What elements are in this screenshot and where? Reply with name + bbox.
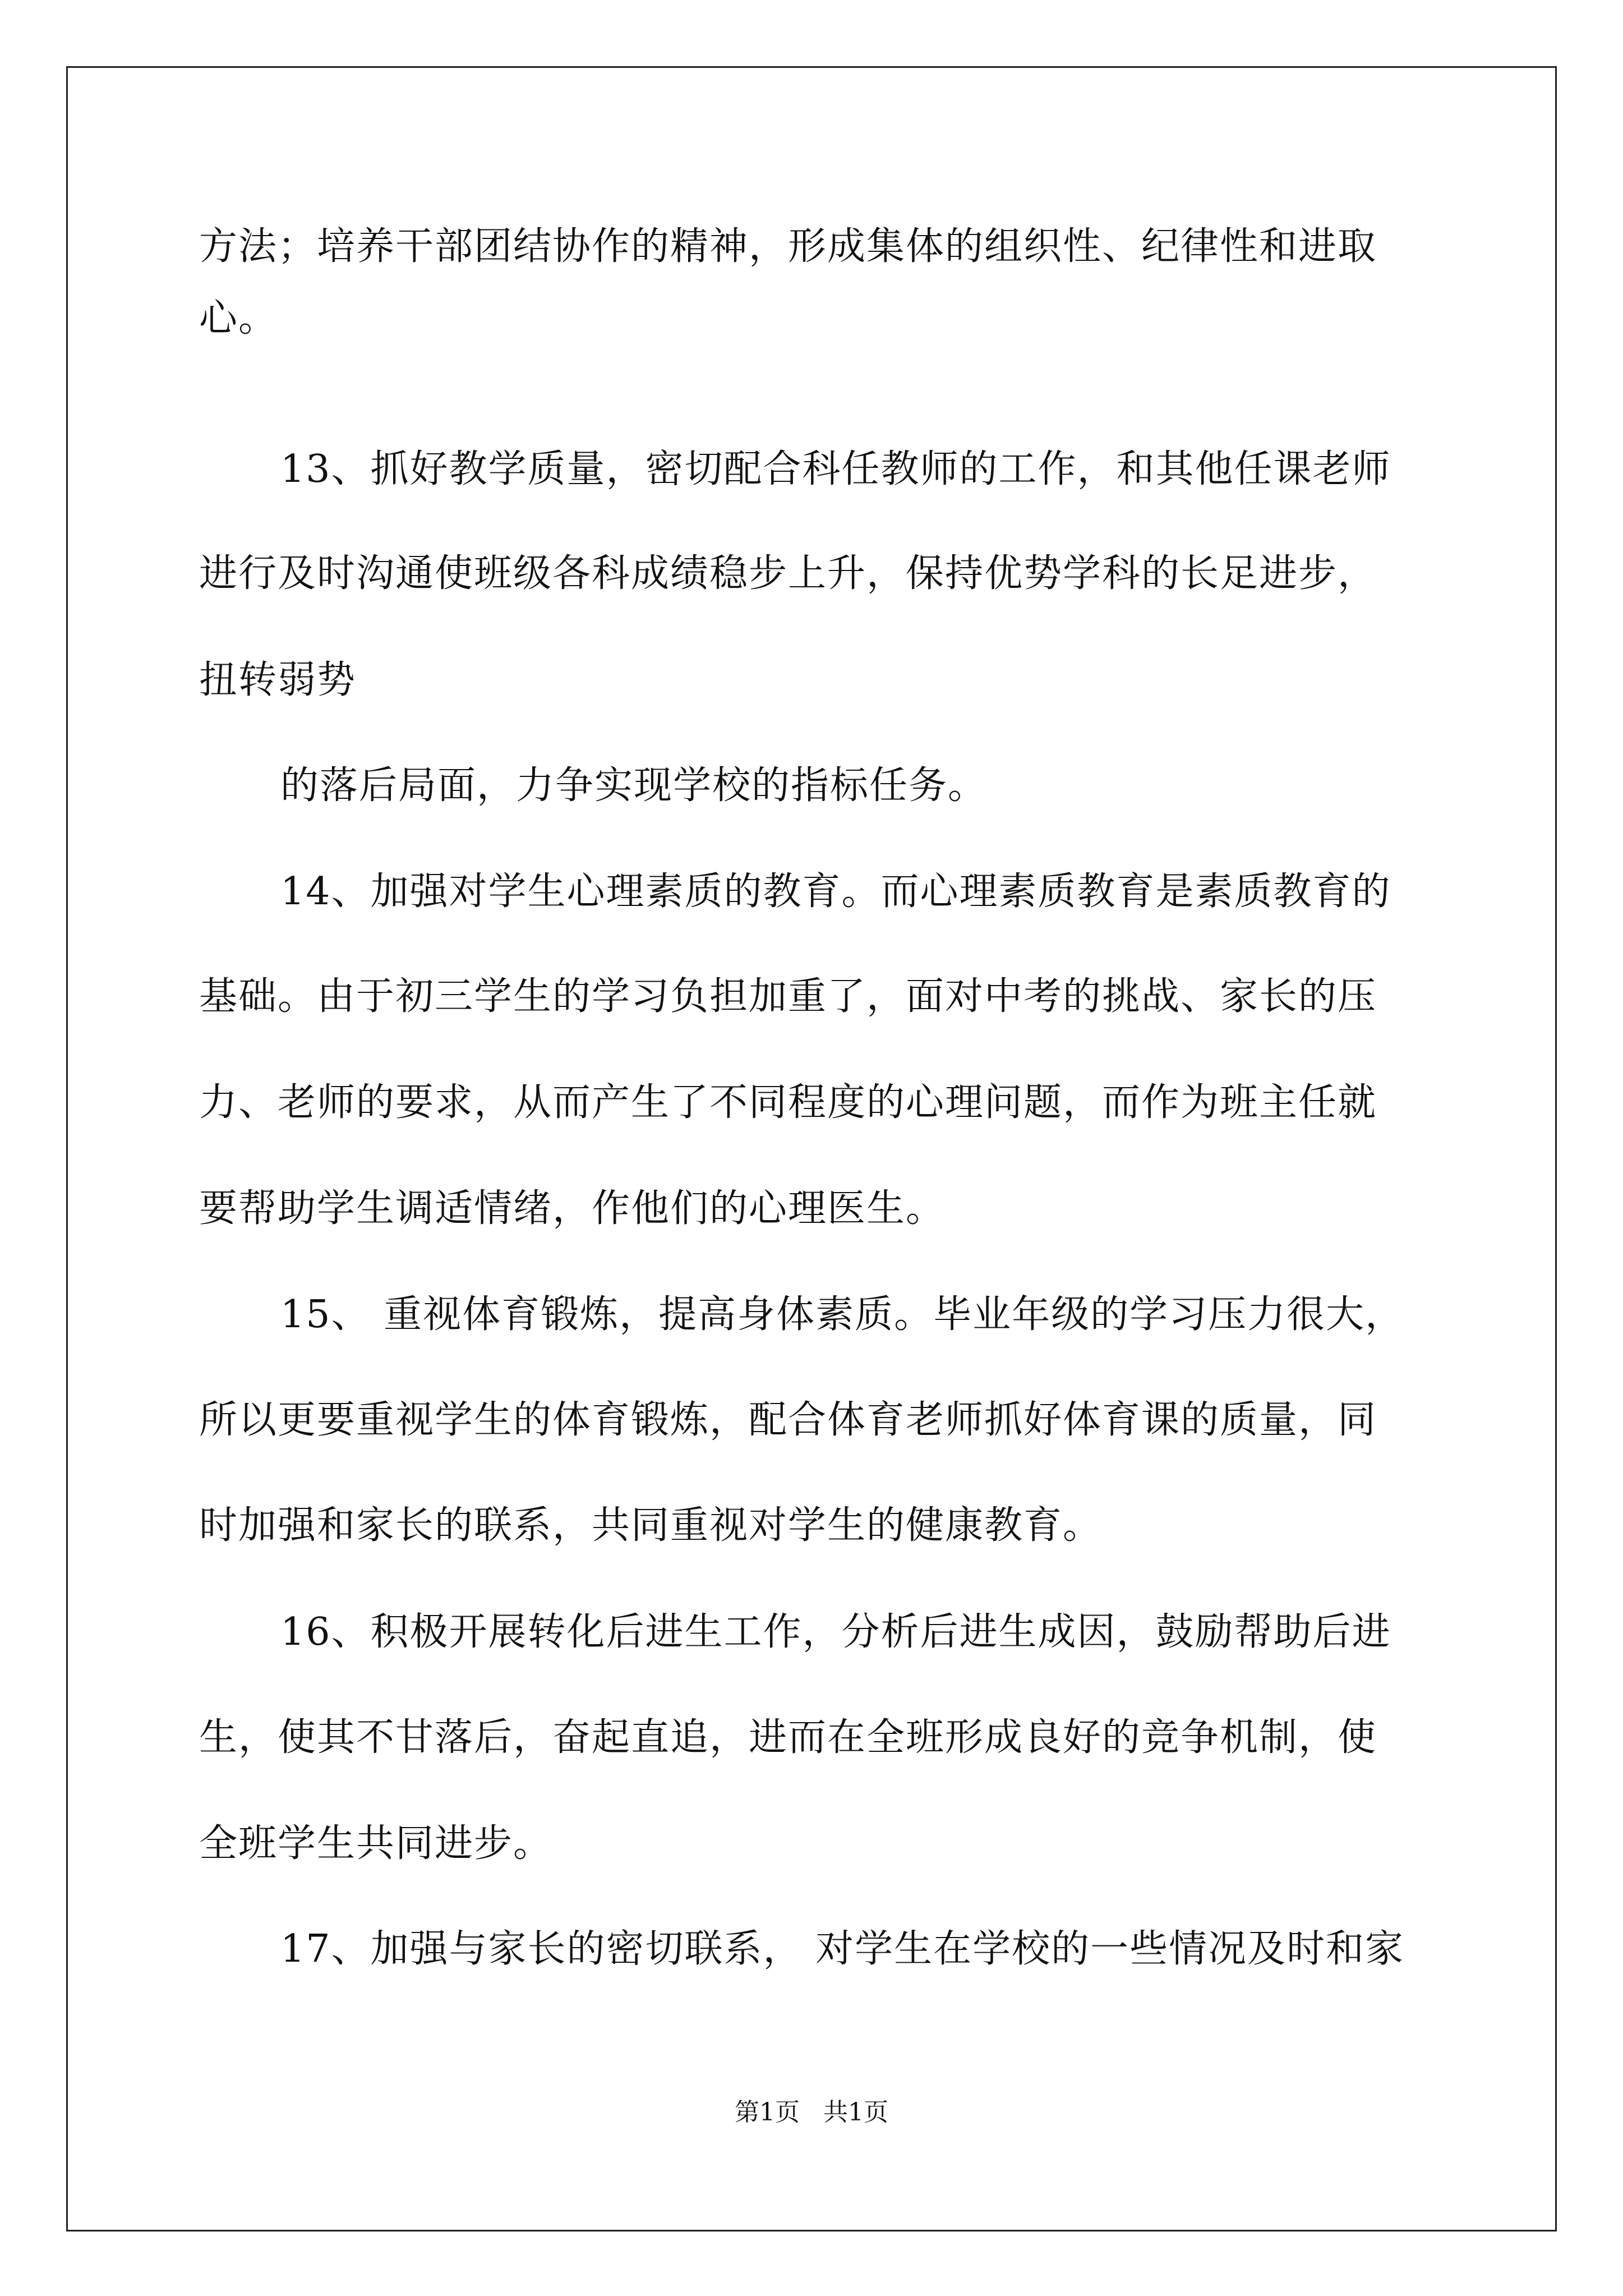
text-line: 进行及时沟通使班级各科成绩稳步上升，保持优势学科的长足进步， bbox=[199, 551, 1377, 596]
text-line: 17、加强与家长的密切联系， 对学生在学校的一些情况及时和家 bbox=[280, 1927, 1405, 1971]
text-line: 16、积极开展转化后进生工作，分析后进生成因，鼓励帮助后进 bbox=[280, 1610, 1391, 1654]
text-line: 扭转弱势 bbox=[199, 658, 357, 702]
text-line: 要帮助学生调适情绪，作他们的心理医生。 bbox=[199, 1186, 946, 1231]
text-line: 所以更要重视学生的体育锻炼，配合体育老师抓好体育课的质量，同 bbox=[199, 1398, 1377, 1442]
text-line: 力、老师的要求，从而产生了不同程度的心理问题，而作为班主任就 bbox=[199, 1080, 1377, 1125]
page-border bbox=[66, 66, 1557, 2231]
text-line: 生，使其不甘落后，奋起直追，进而在全班形成良好的竞争机制，使 bbox=[199, 1715, 1377, 1760]
text-line: 全班学生共同进步。 bbox=[199, 1821, 553, 1866]
text-line: 15、 重视体育锻炼，提高身体素质。毕业年级的学习压力很大， bbox=[280, 1292, 1405, 1337]
text-line: 时加强和家长的联系，共同重视对学生的健康教育。 bbox=[199, 1503, 1103, 1548]
text-line: 方法；培养干部团结协作的精神，形成集体的组织性、纪律性和进取 bbox=[199, 224, 1377, 269]
text-line: 的落后局面，力争实现学校的指标任务。 bbox=[280, 763, 988, 808]
text-line: 14、加强对学生心理素质的教育。而心理素质教育是素质教育的 bbox=[280, 869, 1391, 914]
text-line: 心。 bbox=[199, 296, 278, 341]
text-line: 13、抓好教学质量，密切配合科任教师的工作，和其他任课老师 bbox=[280, 447, 1391, 491]
text-line: 基础。由于初三学生的学习负担加重了，面对中考的挑战、家长的压 bbox=[199, 974, 1377, 1019]
page-number-footer: 第1页 共1页 bbox=[735, 2098, 888, 2127]
